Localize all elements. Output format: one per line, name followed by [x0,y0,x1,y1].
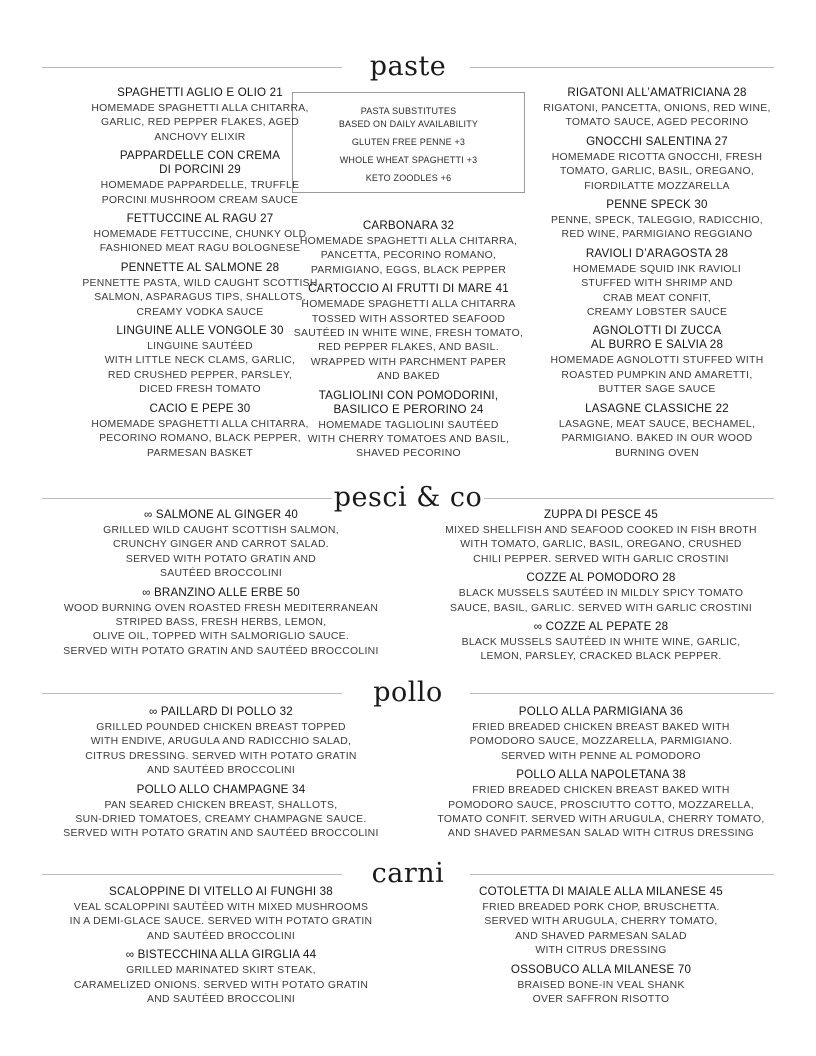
dish-description-line: OVER SAFFRON RISOTTO [532,994,670,1006]
dish-description-line: SERVED WITH POTATO GRATIN AND SAUTÉED BROCCOLINI [63,645,379,657]
pesci-right-column [428,508,774,669]
dish-name-line: ∞ PAILLARD DI POLLO 32 [149,705,293,718]
dish-description-line: DICED FRESH TOMATO [139,384,261,396]
menu-item [291,282,526,384]
dish-description-line: POMODORO SAUCE, PROSCIUTTO COTTO, MOZZARELLA, [448,799,754,811]
section-title: pollo [373,677,443,708]
dish-description-line: RED WINE, PARMIGIANO REGGIANO [561,229,753,241]
dish-name-line: ∞ COZZE AL PEPATE 28 [533,620,669,634]
menu-item [540,135,774,194]
dish-name-line: PENNE SPECK 30 [606,198,708,212]
dish-description-line: GRILLED POUNDED CHICKEN BREAST TOPPED [96,722,346,733]
dish-description-line: AND SAUTÉED BROCCOLINI [146,994,296,1006]
dish-name-line: ∞ SALMONE AL GINGER 40 [144,508,298,521]
dish-name [42,948,400,962]
dish-name-line: TAGLIOLINI CON POMODORINI, [318,388,499,402]
section-title: pesci & co [333,482,483,513]
dish-name [42,705,400,719]
dish-description-line: WITH ENDIVE, ARUGULA AND RADICCHIO SALAD, [90,736,352,748]
dish-description-line: HOMEMADE RICOTTA GNOCCHI, FRESH [551,151,763,163]
dish-description-line: RIGATONI, PANCETTA, ONIONS, RED WINE, [543,103,771,114]
dish-description-line: GARLIC, RED PEPPER FLAKES, AGED [100,117,300,129]
dish-name-line: PENNETTE AL SALMONE 28 [120,260,280,274]
paste-right-column [540,86,774,465]
dish-description-line: RED CRUSHED PEPPER, PARSLEY, [107,369,293,381]
substitute-option: GLUTEN FREE PENNE +3 [351,137,466,147]
dish-name [428,885,774,899]
dish-description-line: WITH CHERRY TOMATOES AND BASIL, [307,434,510,446]
dish-description-line: PORCINI MUSHROOM CREAM SAUCE [101,194,299,206]
dish-description [291,298,526,384]
menu-item [428,508,774,567]
substitute-option: WHOLE WHEAT SPAGHETTI +3 [339,155,478,165]
dish-name [540,247,774,261]
substitutes-title-line: PASTA SUBSTITUTES [360,106,457,116]
dish-description-line: CITRUS DRESSING. SERVED WITH POTATO GRATIN [85,750,357,762]
dish-description-line: AND SAUTÉED BROCCOLINI [146,930,296,942]
dish-description-line: HOMEMADE SPAGHETTI ALLA CHITARRA, [91,418,309,430]
dish-name-line: POLLO ALLO CHAMPAGNE 34 [136,782,306,796]
dish-description [540,263,774,321]
menu-item [428,768,774,842]
dish-description [428,524,774,567]
dish-name [428,963,774,977]
dish-description-line: CARAMELIZED ONIONS. SERVED WITH POTATO GRATIN [73,979,369,991]
dish-name-line: COZZE AL POMODORO 28 [526,571,676,585]
dish-name-line: CARBONARA 32 [362,219,455,232]
substitute-option: KETO ZOODLES +6 [365,173,452,183]
dish-name [428,508,774,522]
dish-description [428,721,774,764]
dish-description-line: FRIED BREADED CHICKEN BREAST BAKED WITH [472,785,730,797]
section-header-paste [0,52,816,82]
dish-description-line: PENNETTE PASTA, WILD CAUGHT SCOTTISH [82,277,318,289]
dish-description [42,524,400,582]
menu-item [291,389,526,462]
dish-description-line: TOMATO, GARLIC, BASIL, OREGANO, [559,166,755,178]
dish-description-line: ANCHOVY ELIXIR [154,131,246,143]
dish-name [291,389,526,417]
dish-name-line: POLLO ALLA NAPOLETANA 38 [516,768,686,782]
dish-description-line: SERVED WITH ARUGULA, CHERRY TOMATO, [484,916,718,928]
section-title: carni [371,858,445,889]
menu-item [540,402,774,461]
dish-name [540,324,774,352]
dish-description [540,418,774,461]
dish-description-line: LEMON, PARSLEY, CRACKED BLACK PEPPER. [480,651,722,663]
dish-description-line: FRIED BREADED CHICKEN BREAST BAKED WITH [472,722,730,733]
dish-description-line: WITH TOMATO, GARLIC, BASIL, OREGANO, CRUSHED [460,539,742,551]
dish-name-line: LASAGNE CLASSICHE 22 [585,401,729,415]
dish-description [540,354,774,397]
dish-name-line: AL BURRO E SALVIA 28 [590,338,724,352]
dish-name-line: ∞ BRANZINO ALLE ERBE 50 [142,585,300,599]
menu-item [428,963,774,1008]
dish-description [291,419,526,462]
dish-name-line: RIGATONI ALL’AMATRICIANA 28 [567,86,747,99]
dish-description-line: FRIED BREADED PORK CHOP, BRUSCHETTA. [482,902,720,913]
dish-description [428,901,774,959]
dish-description-line: HOMEMADE SPAGHETTI ALLA CHITARRA [301,299,516,311]
dish-description [42,721,400,779]
dish-description-line: MIXED SHELLFISH AND SEAFOOD COOKED IN FISH BROTH [445,525,757,536]
dish-name [540,135,774,149]
carni-right-column [428,885,774,1011]
dish-name [42,783,400,797]
dish-name-line: CACIO E PEPE 30 [149,401,251,415]
dish-description-line: LASAGNE, MEAT SAUCE, BECHAMEL, [558,418,756,430]
dish-description-line: SALMON, ASPARAGUS TIPS, SHALLOTS, [94,292,306,304]
dish-name [428,705,774,719]
dish-name-line: BASILICO E PERORINO 24 [333,402,484,416]
menu-item [42,149,358,208]
dish-description-line: OLIVE OIL, TOPPED WITH SALMORIGLIO SAUCE. [92,631,350,643]
carni-left-column [42,885,400,1011]
dish-name-line: GNOCCHI SALENTINA 27 [586,134,728,148]
dish-description-line: WITH LITTLE NECK CLAMS, GARLIC, [104,355,296,367]
dish-description [540,151,774,194]
section-title: paste [369,51,447,82]
dish-description-line: GRILLED WILD CAUGHT SCOTTISH SALMON, [103,525,339,536]
dish-description-line: FIORDILATTE MOZZARELLA [584,180,730,192]
dish-description-line: AND BAKED [377,371,440,383]
dish-description-line: LINGUINE SAUTÉED [147,341,253,353]
menu-item [42,948,400,1007]
dish-name [42,86,358,100]
dish-description-line: SAUTÉED IN WHITE WINE, FRESH TOMATO, [293,328,524,340]
dish-description-line: HOMEMADE TAGLIOLINI SAUTÉED [318,419,499,431]
dish-description-line: CREAMY LOBSTER SAUCE [586,307,728,319]
dish-description [428,587,774,616]
dish-description-line: SERVED WITH POTATO GRATIN AND SAUTÉED BROCCOLINI [63,828,379,840]
dish-description-line: IN A DEMI-GLACE SAUCE. SERVED WITH POTATO GRATIN [69,916,373,928]
section-header-pollo [0,678,816,708]
menu-item [42,705,400,779]
menu-item [540,198,774,243]
menu-item [428,571,774,616]
dish-description-line: WITH CITRUS DRESSING [535,945,667,957]
dish-name [42,885,400,899]
dish-description-line: AND SAUTÉED BROCCOLINI [146,765,296,777]
dish-description-line: BLACK MUSSELS SAUTÉED IN MILDLY SPICY TOMATO [458,588,744,600]
dish-description-line: PARMIGIANO, EGGS, BLACK PEPPER [310,264,507,276]
dish-name [428,768,774,782]
dish-description-line: WRAPPED WITH PARCHMENT PAPER [310,356,507,368]
dish-name [42,586,400,600]
dish-description-line: STRIPED BASS, FRESH HERBS, LEMON, [115,617,327,629]
menu-item [42,86,358,145]
dish-description [42,102,358,145]
dish-description-line: BUTTER SAGE SAUCE [598,384,716,396]
dish-name-line: POLLO ALLA PARMIGIANA 36 [518,705,684,718]
dish-description-line: SUN-DRIED TOMATOES, CREAMY CHAMPAGNE SAUCE. [75,814,367,826]
dish-description-line: PECORINO ROMANO, BLACK PEPPER, [99,433,301,445]
dish-description-line: GRILLED MARINATED SKIRT STEAK, [126,965,316,977]
dish-name [540,402,774,416]
dish-name-line: DI PORCINI 29 [159,163,241,177]
dish-name [291,282,526,296]
dish-description-line: SHAVED PECORINO [356,448,461,460]
dish-description-line: WOOD BURNING OVEN ROASTED FRESH MEDITERRANEAN [63,602,379,614]
dish-description [42,179,358,208]
pesci-left-column [42,508,400,663]
menu-item [42,783,400,842]
dish-name [291,219,526,233]
menu-item [291,219,526,278]
dish-name-line: OSSOBUCO ALLA MILANESE 70 [510,962,692,976]
dish-description-line: BURNING OVEN [615,447,699,459]
dish-description [42,602,400,660]
dish-name-line: CARTOCCIO AI FRUTTI DI MARE 41 [308,282,509,296]
dish-name [540,86,774,100]
dish-name-line: FETTUCCINE AL RAGU 27 [126,212,274,226]
menu-item [540,247,774,321]
dish-description [42,799,400,842]
dish-description [540,214,774,243]
dish-description-line: PAN SEARED CHICKEN BREAST, SHALLOTS, [104,799,338,811]
dish-name [42,149,358,177]
dish-description-line: HOMEMADE FETTUCCINE, CHUNKY OLD [93,229,307,241]
dish-description-line: CREAMY VODKA SAUCE [136,306,264,318]
dish-description-line: PARMESAN BASKET [147,447,253,459]
dish-description-line: PARMIGIANO. BAKED IN OUR WOOD [561,433,753,445]
dish-description [42,964,400,1007]
menu-item [428,705,774,764]
dish-name-line: SCALOPPINE DI VITELLO AI FUNGHI 38 [109,885,333,898]
dish-name-line: ZUPPA DI PESCE 45 [543,508,658,521]
dish-name-line: PAPPARDELLE CON CREMA [119,149,281,163]
dish-description-line: AND SHAVED PARMESAN SALAD WITH CITRUS DRESSING [447,828,755,840]
menu-item [428,885,774,959]
menu-item [428,620,774,665]
pollo-left-column [42,705,400,846]
dish-description-line: RED PEPPER FLAKES, AND BASIL. [318,342,499,354]
dish-description [291,235,526,278]
dish-description-line: SERVED WITH PENNE AL POMODORO [501,750,701,762]
dish-description-line: BLACK MUSSELS SAUTÉED IN WHITE WINE, GARLIC, [461,637,741,649]
menu-item [42,885,400,944]
menu-item [42,586,400,660]
dish-description [428,784,774,842]
dish-name-line: RAVIOLI D’ARAGOSTA 28 [585,246,729,260]
dish-name [540,198,774,212]
dish-description-line: FASHIONED MEAT RAGU BOLOGNESE [99,243,301,255]
pollo-right-column [428,705,774,846]
dish-description-line: POMODORO SAUCE, MOZZARELLA, PARMIGIANO. [469,736,733,748]
dish-description-line: HOMEMADE SPAGHETTI ALLA CHITARRA, [299,236,518,247]
dish-description-line: PENNE, SPECK, TALEGGIO, RADICCHIO, [551,215,763,227]
dish-description-line: STUFFED WITH SHRIMP AND [581,278,733,290]
dish-description [428,636,774,665]
paste-center-column [291,219,526,466]
menu-item [42,508,400,582]
substitutes-title-line: BASED ON DAILY AVAILABILITY [338,119,479,129]
dish-description-line: HOMEMADE PAPPARDELLE, TRUFFLE [100,180,300,192]
dish-name [428,620,774,634]
dish-description [42,901,400,944]
dish-description-line: HOMEMADE SPAGHETTI ALLA CHITARRA, [91,103,309,114]
dish-description-line: HOMEMADE SQUID INK RAVIOLI [572,263,742,275]
dish-description-line: BRAISED BONE-IN VEAL SHANK [517,979,685,991]
dish-description-line: VEAL SCALOPPINI SAUTÉED WITH MIXED MUSHROOMS [73,902,369,913]
dish-description-line: PANCETTA, PECORINO ROMANO, [320,250,497,262]
dish-name-line: LINGUINE ALLE VONGOLE 30 [116,324,284,338]
dish-description-line: ROASTED PUMPKIN AND AMARETTI, [561,369,753,381]
dish-description-line: HOMEMADE AGNOLOTTI STUFFED WITH [550,355,764,367]
dish-description-line: SAUCE, BASIL, GARLIC. SERVED WITH GARLIC CROSTINI [449,602,753,614]
menu-item [540,86,774,131]
dish-description-line: CRUNCHY GINGER AND CARROT SALAD. [113,539,329,551]
dish-description-line: AND SHAVED PARMESAN SALAD [515,930,687,942]
menu-item [540,324,774,397]
dish-description-line: TOMATO CONFIT. SERVED WITH ARUGULA, CHERRY TOMATO, [437,814,765,826]
dish-description-line: TOSSED WITH ASSORTED SEAFOOD [311,313,506,325]
dish-name [42,508,400,522]
dish-name-line: COTOLETTA DI MAIALE ALLA MILANESE 45 [479,885,723,898]
dish-description-line: CHILI PEPPER. SERVED WITH GARLIC CROSTINI [473,553,729,565]
dish-description [428,979,774,1008]
dish-name-line: ∞ BISTECCHINA ALLA GIRGLIA 44 [125,948,317,962]
dish-description [540,102,774,131]
dish-name [428,571,774,585]
dish-name-line: AGNOLOTTI DI ZUCCA [592,324,722,338]
dish-name-line: SPAGHETTI AGLIO E OLIO 21 [117,86,283,99]
dish-description-line: CRAB MEAT CONFIT, [602,292,712,304]
dish-description-line: SERVED WITH POTATO GRATIN AND [125,553,317,565]
dish-description-line: TOMATO SAUCE, AGED PECORINO [565,117,749,129]
dish-description-line: SAUTÉED BROCCOLINI [159,568,283,580]
